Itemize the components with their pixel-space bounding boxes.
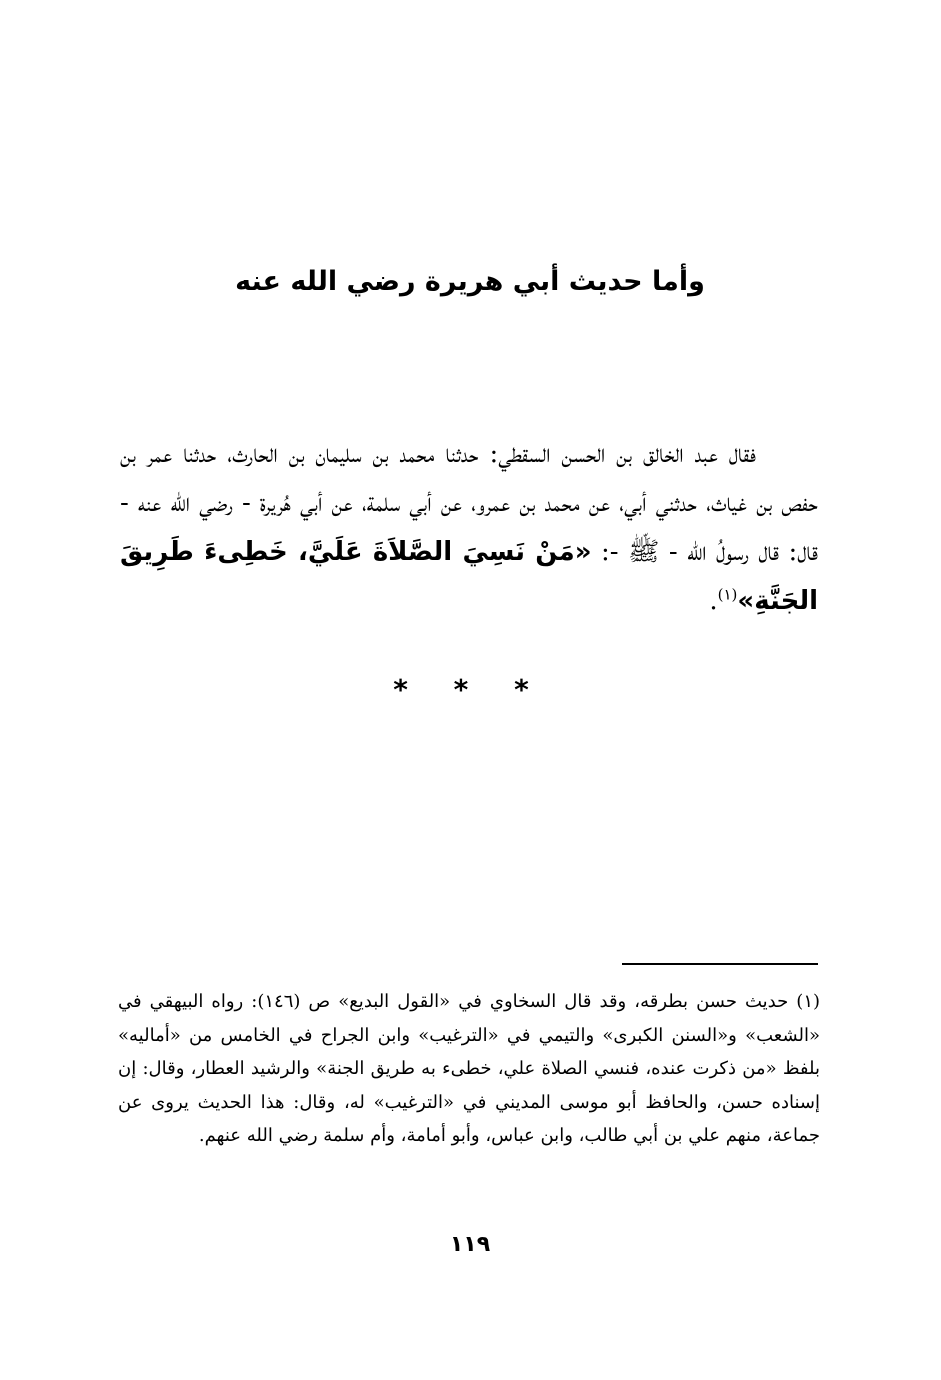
hadith-text: «مَنْ نَسِيَ الصَّلاَةَ عَلَيَّ، خَطِىءَ طَرِيقَ الجَنَّةِ» — [120, 537, 818, 616]
footnote-text: (١) حديث حسن بطرقه، وقد قال السخاوي في «القول البديع» ص (١٤٦): رواه البيهقي في «الشعب» و«السنن الكبرى» والتيمي في «الترغيب» وابن الجراح في الخامس من «أماليه» بلفظ «من ذكرت عنده، فنسي الصلاة علي، خطىء به طريق الجنة» والرشيد العطار، وقال: إن إسناده حسن، والحافظ أبو موسى المديني في «الترغيب» له، وقال: هذا الحديث يروى عن جماعة، منهم علي بن أبي طالب، وابن عباس، وأبو أمامة، وأم سلمة رضي الله عنهم. — [118, 991, 821, 1146]
section-heading: وأما حديث أبي هريرة رضي الله عنه — [235, 266, 705, 297]
footnote-divider — [622, 963, 818, 965]
page-number: ١١٩ — [449, 1232, 491, 1257]
footnote-block — [118, 985, 820, 1153]
narration-chain: فقال عبد الخالق بن الحسن السقطي: حدثنا محمد بن سليمان بن الحارث، حدثنا عمر بن حفص بن غياث، حدثني أبي، عن محمد بن عمرو، عن أبي سلمة، عن أبي هُريرة - رضي الله عنه - قال: قال رسولُ الله - ﷺ -: — [120, 439, 818, 567]
footnote-reference: (١) — [717, 585, 738, 604]
hadith-paragraph — [120, 430, 818, 626]
paragraph-end: . — [709, 586, 718, 616]
section-separator: * * * — [393, 673, 547, 706]
main-paragraph — [120, 430, 818, 626]
